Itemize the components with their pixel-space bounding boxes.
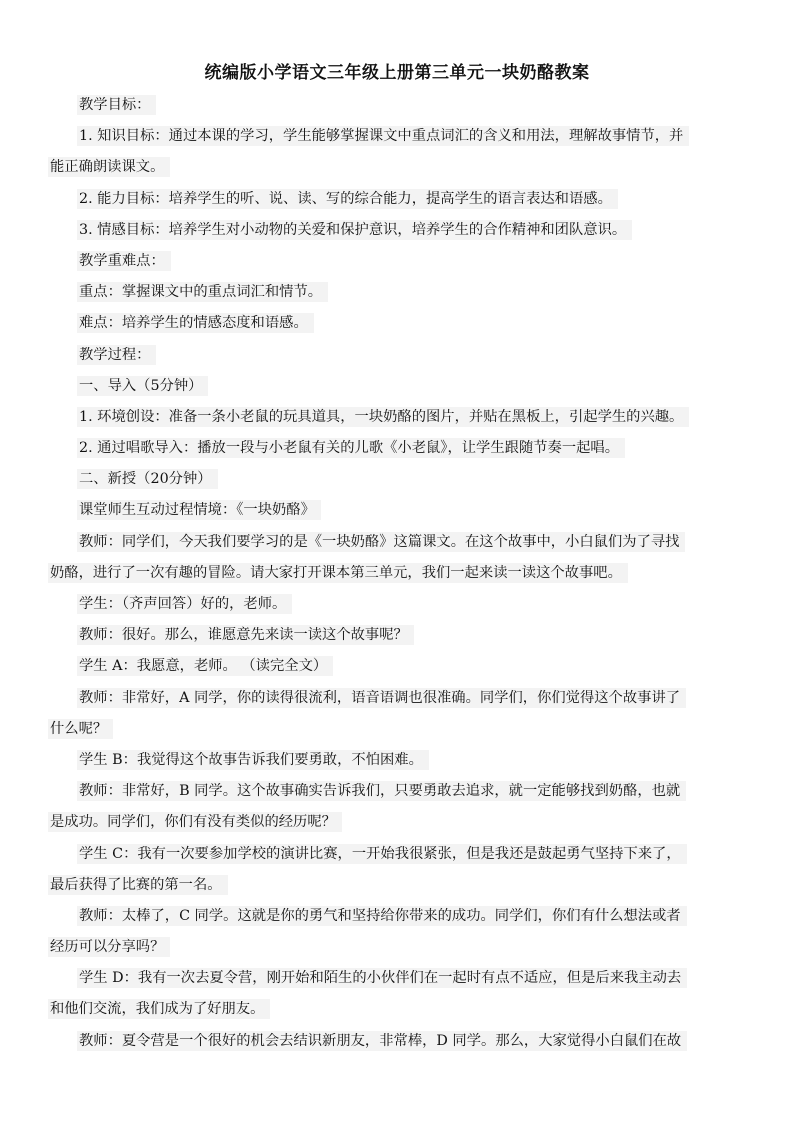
text-line [44,776,756,807]
text-line-content: 教学重难点： [77,251,171,271]
document-title: 统编版小学语文三年级上册第三单元一块奶酪教案 [204,63,590,83]
text-line [44,745,756,776]
text-line [44,901,756,932]
text-line-content: 一、导入（5分钟） [77,376,208,396]
text-line-content: 最后获得了比赛的第一名。 [48,875,228,895]
text-line-content: 教学目标： [77,95,156,115]
text-line [44,994,756,1025]
text-line [44,932,756,963]
text-line-content: 3. 情感目标：培养学生对小动物的关爱和保护意识，培养学生的合作精神和团队意识。 [77,220,632,240]
text-line [44,527,756,558]
text-line [44,870,756,901]
text-line [44,839,756,870]
text-line-content: 学生 A：我愿意，老师。 （读完全文） [77,656,333,676]
text-line [44,90,756,121]
text-line-content: 学生 B：我觉得这个故事告诉我们要勇敢，不怕困难。 [77,750,429,770]
text-line [44,402,756,433]
text-line-content: 学生 C：我有一次要参加学校的演讲比赛，一开始我很紧张，但是我还是鼓起勇气坚持下来了， [77,844,687,864]
text-line-content: 二、新授（20分钟） [77,469,218,489]
text-line-content: 能正确朗读课文。 [48,157,170,177]
text-line [44,246,756,277]
text-line-content: 教师：夏令营是一个很好的机会去结识新朋友，非常棒，D 同学。那么，大家觉得小白鼠们在故 [77,1031,687,1051]
text-line-content: 经历可以分享吗？ [48,937,170,957]
text-line [44,340,756,371]
text-line [44,308,756,339]
text-line [44,152,756,183]
text-line [44,215,756,246]
text-line-content: 什么呢？ [48,719,113,739]
text-line-content: 2. 能力目标：培养学生的听、说、读、写的综合能力，提高学生的语言表达和语感。 [77,189,618,209]
text-line [44,651,756,682]
text-line-content: 学生 D：我有一次去夏令营，刚开始和陌生的小伙伴们在一起时有点不适应，但是后来我主动去 [77,968,687,988]
text-line-content: 课堂师生互动过程情境：《一块奶酪》 [77,500,321,520]
text-line-content: 重点：掌握课文中的重点词汇和情节。 [77,282,328,302]
text-line [44,714,756,745]
text-line-content: 和他们交流，我们成为了好朋友。 [48,999,270,1019]
text-line [44,121,756,152]
text-line-content: 教师：同学们，今天我们要学习的是《一块奶酪》这篇课文。在这个故事中，小白鼠们为了寻找 [77,532,685,552]
text-line-content: 教师：非常好，B 同学。这个故事确实告诉我们，只要勇敢去追求，就一定能够找到奶酪，也就 [77,781,686,801]
text-line-content: 奶酪，进行了一次有趣的冒险。请大家打开课本第三单元，我们一起来读一读这个故事吧。 [48,563,628,583]
text-line-content: 是成功。同学们，你们有没有类似的经历呢？ [48,812,342,832]
text-line [44,433,756,464]
text-line [44,558,756,589]
text-line [44,277,756,308]
text-line-content: 1. 环境创设：准备一条小老鼠的玩具道具，一块奶酪的图片，并贴在黑板上，引起学生的兴趣。 [77,407,689,427]
text-line [44,1026,756,1057]
document-body [44,90,756,1057]
text-line-content: 教师：很好。那么，谁愿意先来读一读这个故事呢？ [77,625,414,645]
text-line-content: 难点：培养学生的情感态度和语感。 [77,313,314,333]
text-line-content: 教学过程： [77,345,156,365]
text-line [44,807,756,838]
text-line-content: 学生：（齐声回答）好的，老师。 [77,594,292,614]
text-line-content: 教师：太棒了，C 同学。这就是你的勇气和坚持给你带来的成功。同学们，你们有什么想法或者 [77,906,687,926]
text-line [44,589,756,620]
text-line [44,495,756,526]
text-line [44,683,756,714]
text-line-content: 2. 通过唱歌导入：播放一段与小老鼠有关的儿歌《小老鼠》，让学生跟随节奏一起唱。 [77,438,625,458]
text-line [44,371,756,402]
text-line-content: 教师：非常好，A 同学，你的读得很流利，语音语调也很准确。同学们，你们觉得这个故事讲了 [77,688,686,708]
text-line-content: 1. 知识目标：通过本课的学习，学生能够掌握课文中重点词汇的含义和用法，理解故事情节，并 [77,126,689,146]
text-line [44,620,756,651]
text-line [44,464,756,495]
text-line [44,963,756,994]
text-line [44,184,756,215]
